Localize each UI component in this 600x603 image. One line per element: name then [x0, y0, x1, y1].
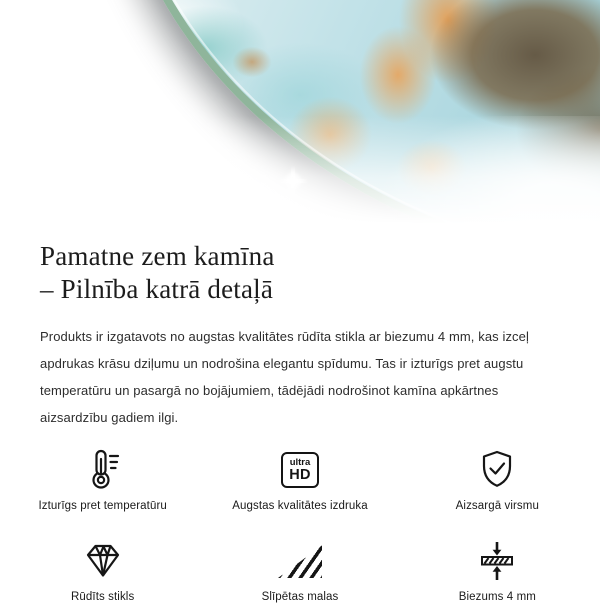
feature-label: Augstas kvalitātes izdruka — [232, 500, 368, 512]
ultra-hd-icon-text-bottom: HD — [289, 466, 311, 483]
feature-ultra-hd — [201, 445, 398, 512]
thickness-icon — [474, 536, 520, 586]
feature-label: Rūdīts stikls — [71, 591, 135, 603]
feature-tempered-glass — [4, 536, 201, 603]
page-title — [40, 240, 560, 306]
ultra-hd-icon — [281, 445, 319, 495]
feature-thickness — [399, 536, 596, 603]
features-grid — [0, 445, 600, 603]
product-description: Produkts ir izgatavots no augstas kvalitātes rūdīta stikla ar biezumu 4 mm, kas izceļ apdrukas krāsu dziļumu un nodrošina elegantu spīdumu. Tas ir izturīgs pret augstu temperatūru un pasargā no bojājumiem, tādējādi nodrošinot kamīna apkārtnes aizsardzību gadiem ilgi. — [40, 329, 529, 425]
feature-label: Biezums 4 mm — [458, 591, 536, 603]
page-title-line-2: – Pilnība katrā detaļā — [40, 274, 274, 304]
beveled-edges-icon — [278, 536, 322, 586]
feature-label: Izturīgs pret temperatūru — [38, 500, 167, 512]
ultra-hd-icon-text-top: ultra — [289, 456, 311, 468]
hero-fade — [0, 116, 600, 238]
diamond-icon — [80, 536, 126, 586]
feature-label: Slīpētas malas — [261, 591, 339, 603]
feature-heat-resistant — [4, 445, 201, 512]
thermometer-icon — [80, 445, 126, 495]
shield-check-icon — [474, 445, 520, 495]
product-description-section — [0, 240, 600, 603]
page-title-line-1: Pamatne zem kamīna — [40, 241, 275, 271]
product-photo — [0, 0, 600, 238]
feature-label: Aizsargā virsmu — [455, 500, 539, 512]
feature-beveled-edges — [201, 536, 398, 603]
feature-protects-surface — [399, 445, 596, 512]
